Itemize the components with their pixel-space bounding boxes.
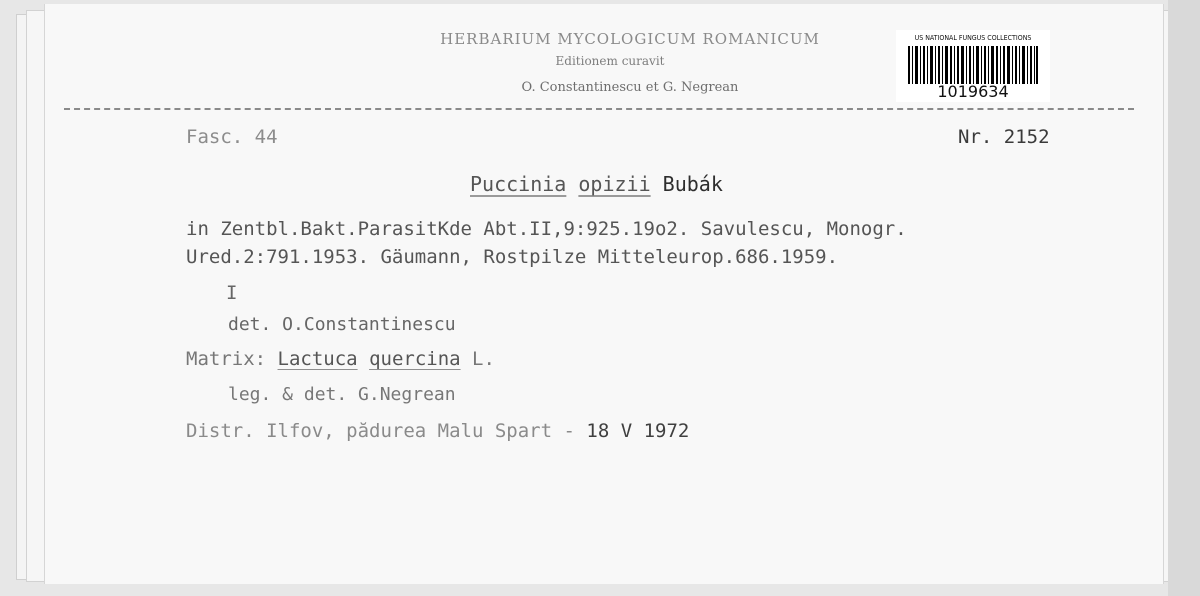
locality-line: [186, 420, 689, 442]
collector: leg. & det. G.Negrean: [228, 384, 456, 405]
fold-line: [64, 108, 1134, 110]
exsiccata-number: Nr. 2152: [958, 126, 1050, 148]
species-name: [470, 172, 723, 196]
matrix-host: [186, 348, 495, 370]
barcode-label: [896, 30, 1050, 102]
spore-stage: I: [226, 282, 238, 304]
host-author: L.: [472, 348, 495, 370]
species-genus: Puccinia: [470, 172, 567, 196]
matrix-prefix: Matrix:: [186, 348, 267, 370]
herbarium-title: HERBARIUM MYCOLOGICUM ROMANICUM: [440, 30, 820, 48]
scan-edge: [1168, 0, 1200, 596]
species-author: Bubák: [662, 172, 723, 196]
editors: O. Constantinescu et G. Negrean: [521, 80, 739, 95]
editorial-note: Editionem curavit: [555, 54, 665, 68]
host-epithet: quercina: [369, 348, 461, 370]
determiner: det. O.Constantinescu: [228, 314, 456, 335]
reference-line-1: in Zentbl.Bakt.ParasitKde Abt.II,9:925.19o2. Savulescu, Monogr.: [186, 218, 907, 240]
host-genus: Lactuca: [277, 348, 358, 370]
reference-line-2: Ured.2:791.1953. Gäumann, Rostpilze Mitteleurop.686.1959.: [186, 246, 839, 268]
catalog-number: 1019634: [937, 82, 1009, 101]
locality: Distr. Ilfov, pădurea Malu Spart -: [186, 420, 575, 442]
fascicle-number: Fasc. 44: [186, 126, 278, 148]
species-epithet: opizii: [578, 172, 651, 196]
collection-date: 18 V 1972: [586, 420, 690, 442]
barcode-caption: US NATIONAL FUNGUS COLLECTIONS: [914, 34, 1032, 42]
barcode-icon: [908, 46, 1038, 84]
